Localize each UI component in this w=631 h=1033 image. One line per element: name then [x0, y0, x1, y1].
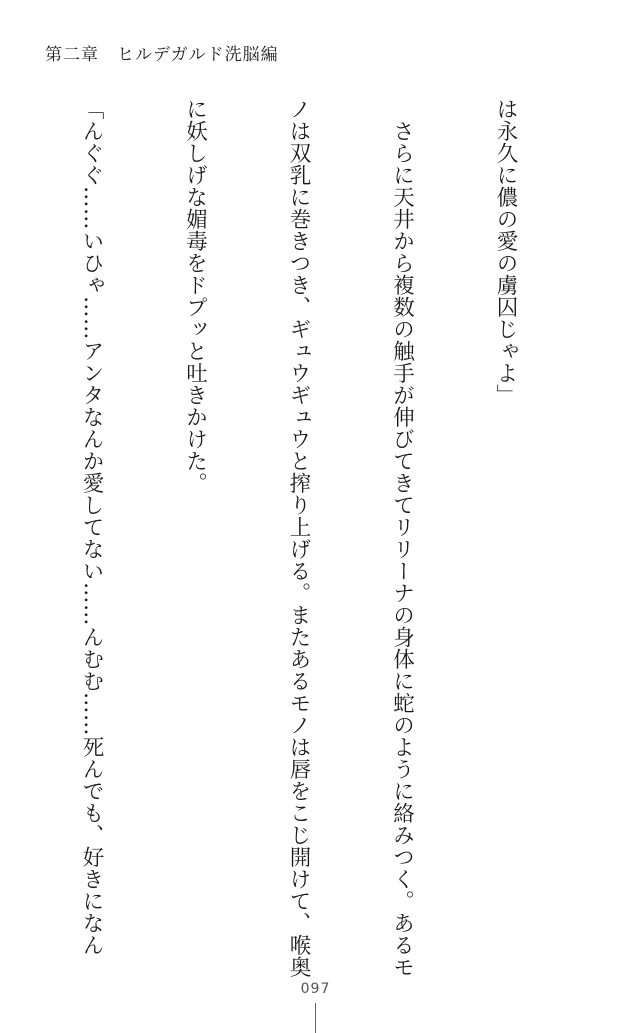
text-line — [0, 98, 5, 948]
text-line: ノは双乳に巻きつき、ギュウギュウと搾り上げる。またあるモノは唇をこじ開けて、喉奥 — [286, 98, 311, 978]
body-text — [0, 98, 591, 978]
chapter-title: ヒルデガルド洗脳編 — [117, 45, 279, 65]
text-line: 「んぐぐ……いひゃ……アンタなんか愛してない……んむむ……死んでも、好きになん — [79, 98, 104, 956]
text-line: に妖しげな媚毒をドプッと吐きかけた。 — [182, 98, 208, 494]
text-line: さらに天井から複数の触手が伸びてきてリリーナの身体に蛇のように絡みつく。あるモ — [389, 98, 415, 978]
text-line: は永久に儂の愛の虜囚じゃよ」 — [493, 98, 518, 406]
page-number: 097 — [300, 981, 331, 997]
chapter-label: 第二章 — [45, 45, 99, 65]
page-number-rule — [315, 1003, 316, 1033]
running-header — [45, 40, 279, 65]
